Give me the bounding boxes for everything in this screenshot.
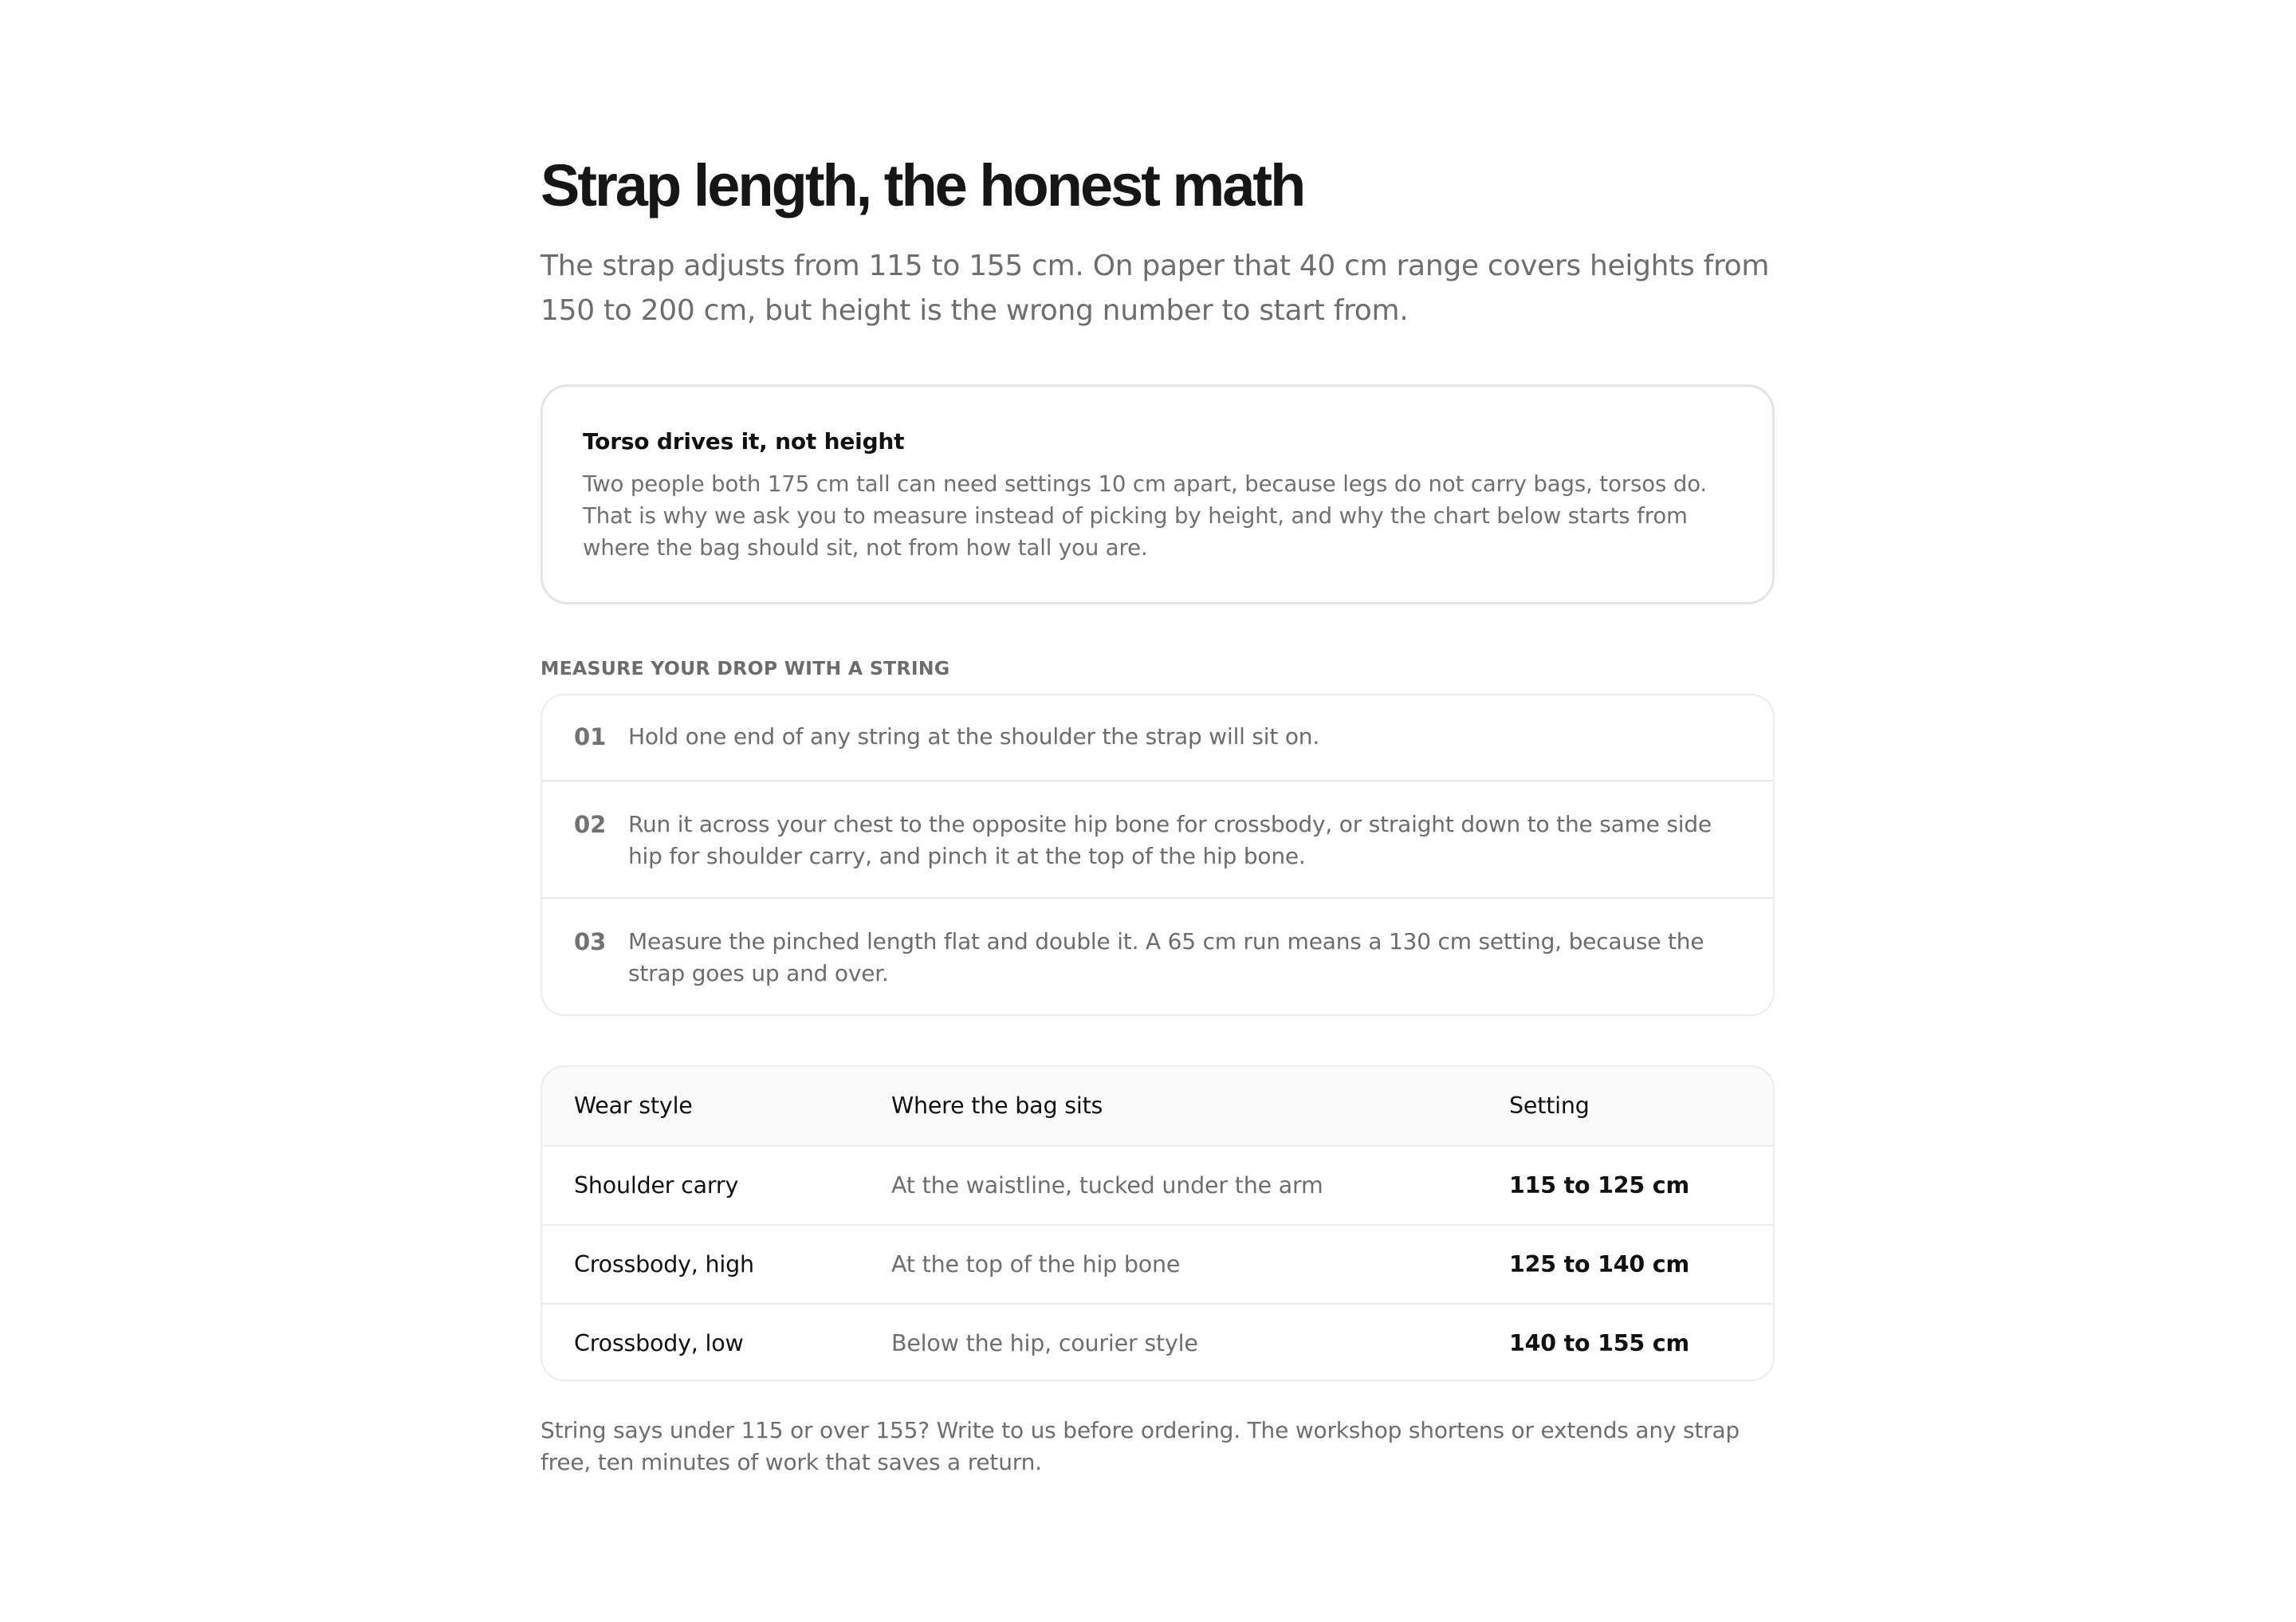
torso-callout (541, 384, 1775, 604)
step-item (542, 897, 1773, 1016)
setting-cell: 125 to 140 cm (1509, 1251, 1689, 1278)
step-text: Hold one end of any string at the shoulder the strap will sit on. (628, 723, 1320, 750)
column-header-wear-style: Wear style (574, 1092, 693, 1119)
table-header-row (542, 1067, 1773, 1146)
bag-position-cell: At the top of the hip bone (891, 1251, 1181, 1278)
step-number: 01 (574, 723, 607, 750)
step-number: 02 (574, 811, 607, 838)
step-item (542, 780, 1773, 899)
page-title: Strap length, the honest math (541, 152, 1304, 218)
callout-title: Torso drives it, not height (583, 428, 905, 455)
table-row (542, 1303, 1773, 1381)
callout-body: Two people both 175 cm tall can need settings 10 cm apart, because legs do not carry bags, torsos do. That is why we ask you to measure instead of picking by height, and why the chart below starts from where the bag should sit, not from how tall you are. (583, 471, 1708, 561)
wear-style-cell: Crossbody, low (574, 1330, 744, 1356)
step-item (542, 695, 1773, 781)
bag-position-cell: Below the hip, courier style (891, 1330, 1198, 1356)
step-text: Measure the pinched length flat and double it. A 65 cm run means a 130 cm setting, because the strap goes up and over. (628, 928, 1704, 986)
setting-cell: 115 to 125 cm (1509, 1172, 1689, 1199)
table-row (542, 1224, 1773, 1303)
footnote: String says under 115 or over 155? Write to us before ordering. The workshop shortens or extends any strap free, ten minutes of work that saves a return. (541, 1417, 1740, 1475)
column-header-where-bag-sits: Where the bag sits (891, 1092, 1103, 1119)
step-number: 03 (574, 928, 607, 955)
steps-heading: MEASURE YOUR DROP WITH A STRING (541, 657, 950, 679)
setting-cell: 140 to 155 cm (1509, 1330, 1689, 1356)
intro-paragraph: The strap adjusts from 115 to 155 cm. On paper that 40 cm range covers heights from 150 to 200 cm, but height is the wrong number to start from. (541, 250, 1770, 327)
wear-style-cell: Shoulder carry (574, 1172, 739, 1199)
column-header-setting: Setting (1509, 1092, 1590, 1119)
step-text: Run it across your chest to the opposite hip bone for crossbody, or straight down to the same side hip for shoulder carry, and pinch it at the top of the hip bone. (628, 811, 1712, 869)
measure-steps-list (541, 694, 1775, 1016)
bag-position-cell: At the waistline, tucked under the arm (891, 1172, 1323, 1199)
wear-style-cell: Crossbody, high (574, 1251, 754, 1278)
table-row (542, 1145, 1773, 1224)
strap-setting-table (541, 1065, 1775, 1381)
